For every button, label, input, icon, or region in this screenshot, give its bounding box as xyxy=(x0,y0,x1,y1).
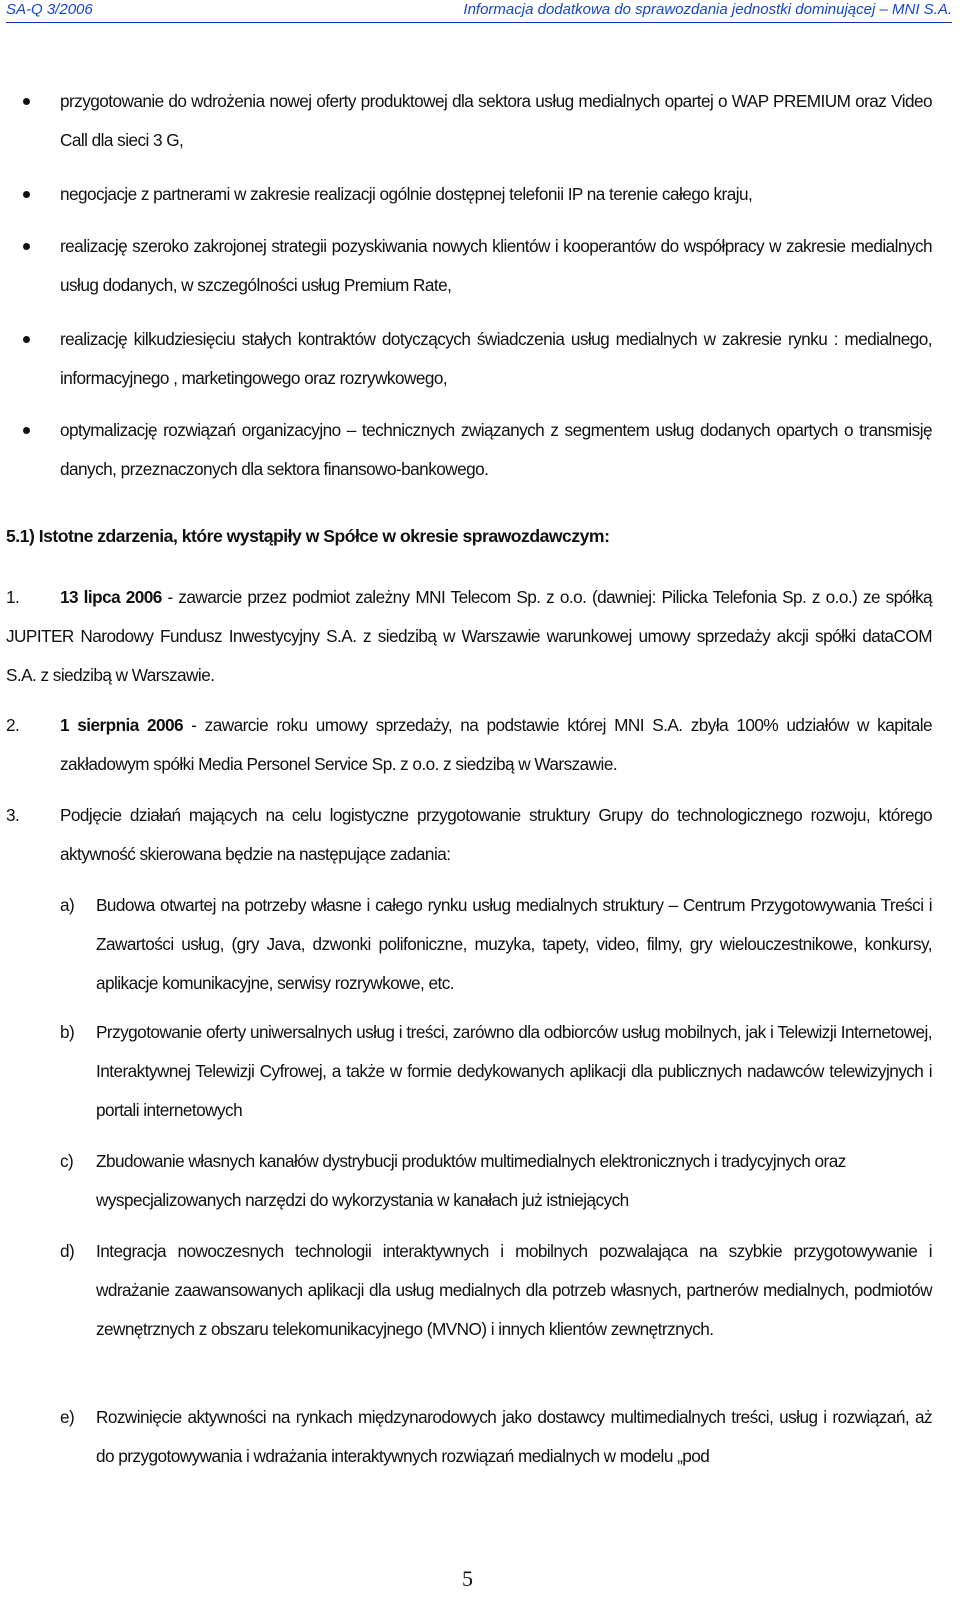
subitem-text: Integracja nowoczesnych technologii interaktywnych i mobilnych pozwalająca na szybkie przygotowywanie i wdrażanie zaawansowanych aplikacji dla usług medialnych dla potrzeb własnych, partnerów medialnych, podmiotów zewnętrznych z obszaru telekomunikacyjnego (MVNO) i innych klientów zewnętrznych. xyxy=(96,1241,932,1339)
subitem-label: a) xyxy=(60,895,75,915)
item-number: 1. xyxy=(6,587,20,607)
subitem-text: Budowa otwartej na potrzeby własne i całego rynku usług medialnych struktury – Centrum Przygotowywania Treści i Zawartości usług, (gry Java, dzwonki polifoniczne, muzyka, tapety, video, filmy, gry wielouczestnikowe, konkursy, aplikacje komunikacyjne, serwisy rozrywkowe, etc. xyxy=(96,895,932,993)
list-item: negocjacje z partnerami w zakresie realizacji ogólnie dostępnej telefonii IP na terenie całego kraju, xyxy=(60,175,932,214)
report-id: SA-Q 3/2006 xyxy=(6,1,93,18)
section-heading: 5.1) Istotne zdarzenia, które wystąpiły w Spółce w okresie sprawozdawczym: xyxy=(6,526,610,546)
subitem-text: Zbudowanie własnych kanałów dystrybucji produktów multimedialnych elektronicznych i tradycyjnych oraz wyspecjalizowanych narzędzi do wykorzystania w kanałach już istniejących xyxy=(96,1151,846,1210)
subitem-label: b) xyxy=(60,1022,75,1042)
page-header xyxy=(6,0,952,23)
list-item: przygotowanie do wdrożenia nowej oferty produktowej dla sektora usług medialnych opartej o WAP PREMIUM oraz Video Call dla sieci 3 G, xyxy=(60,82,932,160)
item-date: 13 lipca 2006 xyxy=(60,587,162,607)
subitem-text: Rozwinięcie aktywności na rynkach międzynarodowych jako dostawcy multimedialnych treści, usług i rozwiązań, aż do przygotowywania i wdrażania interaktywnych rozwiązań medialnych w modelu „pod xyxy=(96,1407,932,1466)
bullet-icon xyxy=(23,191,30,198)
bullet-icon xyxy=(23,98,30,105)
numbered-item: Podjęcie działań mających na celu logistyczne przygotowanie struktury Grupy do technologicznego rozwoju, którego aktywność skierowana będzie na następujące zadania: xyxy=(60,805,932,864)
document-title: Informacja dodatkowa do sprawozdania jednostki dominującej – MNI S.A. xyxy=(463,1,952,18)
numbered-item: 1 sierpnia 2006 - zawarcie roku umowy sprzedaży, na podstawie której MNI S.A. zbyła 100% udziałów w kapitale zakładowym spółki Media Personel Service Sp. z o.o. z siedzibą w Warszawie. xyxy=(60,715,932,774)
bullet-icon xyxy=(23,336,30,343)
subitem-text: Przygotowanie oferty uniwersalnych usług i treści, zarówno dla odbiorców usług mobilnych, jak i Telewizji Internetowej, Interaktywnej Telewizji Cyfrowej, a także w formie dedykowanych aplikacji dla publicznych nadawców telewizyjnych i portali internetowych xyxy=(96,1022,932,1120)
numbered-item: 13 lipca 2006 - zawarcie przez podmiot zależny MNI Telecom Sp. z o.o. (dawniej: Pilicka Telefonia Sp. z o.o.) ze spółką JUPITER Narodowy Fundusz Inwestycyjny S.A. z siedzibą w Warszawie warunkowej umowy sprzedaży akcji spółki dataCOM S.A. z siedzibą w Warszawie. xyxy=(6,587,933,685)
subitem-label: c) xyxy=(60,1151,74,1171)
item-number: 3. xyxy=(6,805,20,825)
page-number: 5 xyxy=(462,1566,473,1591)
item-number: 2. xyxy=(6,715,20,735)
list-item: optymalizację rozwiązań organizacyjno – technicznych związanych z segmentem usług dodanych opartych o transmisję danych, przeznaczonych dla sektora finansowo-bankowego. xyxy=(60,411,932,489)
bullet-icon xyxy=(23,427,30,434)
list-item: realizację szeroko zakrojonej strategii pozyskiwania nowych klientów i kooperantów do współpracy w zakresie medialnych usług dodanych, w szczególności usług Premium Rate, xyxy=(60,227,932,305)
bullet-icon xyxy=(23,243,30,250)
subitem-label: d) xyxy=(60,1241,75,1261)
list-item: realizację kilkudziesięciu stałych kontraktów dotyczących świadczenia usług medialnych w zakresie rynku : medialnego, informacyjnego , marketingowego oraz rozrywkowego, xyxy=(60,320,932,398)
subitem-label: e) xyxy=(60,1407,75,1427)
item-date: 1 sierpnia 2006 xyxy=(60,715,184,735)
